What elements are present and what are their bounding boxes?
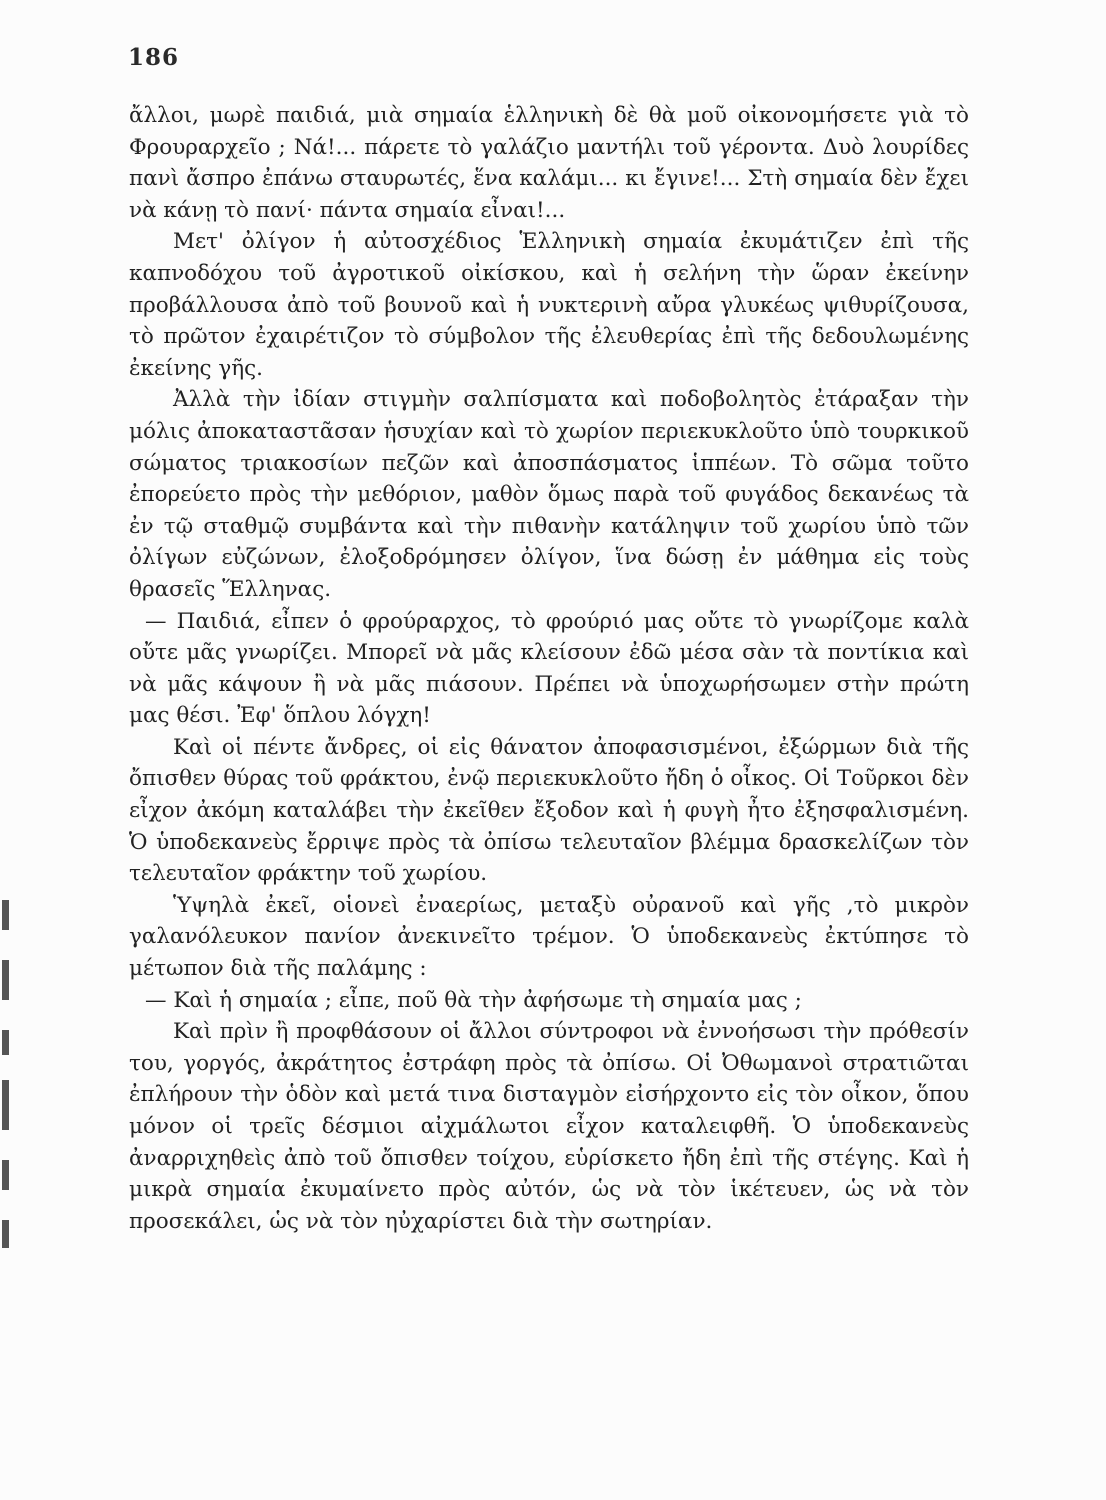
binding-mark — [2, 1080, 9, 1130]
paragraph-4-dialogue: — Παιδιά, εἶπεν ὁ φρούραρχος, τὸ φρούριό μας οὔτε τὸ γνωρίζομε καλὰ οὔτε μᾶς γνωρίζει. Μπορεῖ νὰ μᾶς κλείσουν ἐδῶ μέσα σὰν τὰ ποντίκια καὶ νὰ μᾶς κάψουν ἢ νὰ μᾶς πιάσουν. Πρέπει νὰ ὑποχωρήσωμεν στὴν πρώτη μας θέσι. Ἐφ' ὅπλου λόγχη! — [129, 608, 969, 729]
paragraph-2: Μετ' ὀλίγον ἡ αὐτοσχέδιος Ἑλληνικὴ σημαία ἐκυμάτιζεν ἐπὶ τῆς καπνοδόχου τοῦ ἀγροτικοῦ οἰκίσκου, καὶ ἡ σελήνη τὴν ὥραν ἐκείνην προβάλλουσα ἀπὸ τοῦ βουνοῦ καὶ ἡ νυκτερινὴ αὔρα γλυκέως ψιθυρίζουσα, τὸ πρῶτον ἐχαιρέτιζον τὸ σύμβολον τῆς ἐλευθερίας ἐπὶ τῆς δεδουλωμένης ἐκείνης γῆς. — [129, 229, 969, 381]
paragraph-5: Καὶ οἱ πέντε ἄνδρες, οἱ εἰς θάνατον ἀποφασισμένοι, ἐξώρμων διὰ τῆς ὄπισθεν θύρας τοῦ φράκτου, ἐνῷ περιεκυκλοῦτο ἤδη ὁ οἶκος. Οἱ Τοῦρκοι δὲν εἶχον ἀκόμη καταλάβει τὴν ἐκεῖθεν ἔξοδον καὶ ἡ φυγὴ ἦτο ἐξησφαλισμένη. Ὁ ὑποδεκανεὺς ἔρριψε πρὸς τὰ ὀπίσω τελευταῖον βλέμμα δρασκελίζων τὸν τελευταῖον φράκτην τοῦ χωρίου. — [129, 734, 969, 887]
paragraph-7-dialogue: — Καὶ ἡ σημαία ; εἶπε, ποῦ θὰ τὴν ἀφήσωμε τὴ σημαία μας ; — [145, 987, 802, 1013]
binding-edge-marks — [0, 900, 12, 1260]
binding-mark — [2, 900, 9, 930]
binding-mark — [2, 1030, 9, 1055]
paragraph-6: Ὑψηλὰ ἐκεῖ, οἱονεὶ ἐναερίως, μεταξὺ οὐρανοῦ καὶ γῆς ,τὸ μικρὸν γαλανόλευκον πανίον ἀνεκινεῖτο τρέμον. Ὁ ὑποδεκανεὺς ἐκτύπησε τὸ μέτωπον διὰ τῆς παλάμης : — [129, 892, 969, 982]
paragraph-1: ἄλλοι, μωρὲ παιδιά, μιὰ σημαία ἑλληνικὴ δὲ θὰ μοῦ οἰκονομήσετε γιὰ τὸ Φρουραρχεῖο ; Νά!... πάρετε τὸ γαλάζιο μαντήλι τοῦ γέροντα. Δυὸ λουρίδες πανὶ ἄσπρο ἐπάνω σταυρωτές, ἕνα καλάμι... κι ἔγινε!... Στὴ σημαία δὲν ἔχει νὰ κάνῃ τὸ πανί· πάντα σημαία εἶναι!... — [129, 103, 969, 223]
paragraph-8: Καὶ πρὶν ἢ προφθάσουν οἱ ἄλλοι σύντροφοι νὰ ἐννοήσωσι τὴν πρόθεσίν του, γοργός, ἀκράτητος ἐστράφη πρὸς τὰ ὀπίσω. Οἱ Ὀθωμανοὶ στρατιῶται ἐπλήρουν τὴν ὁδὸν καὶ μετά τινα δισταγμὸν εἰσήρχοντο εἰς τὸν οἶκον, ὅπου μόνον οἱ τρεῖς δέσμιοι αἰχμάλωτοι εἶχον καταλειφθῆ. Ὁ ὑποδεκανεὺς ἀναρριχηθεὶς ἀπὸ τοῦ ὄπισθεν τοίχου, εὑρίσκετο ἤδη ἐπὶ τῆς στέγης. Καὶ ἡ μικρὰ σημαία ἐκυμαίνετο πρὸς αὐτόν, ὡς νὰ τὸν ἱκέτευεν, ὡς νὰ τὸν προσεκάλει, ὡς νὰ τὸν ηὐχαρίστει διὰ τὴν σωτηρίαν. — [129, 1019, 969, 1234]
paragraph-3: Ἀλλὰ τὴν ἰδίαν στιγμὴν σαλπίσματα καὶ ποδοβολητὸς ἐτάραξαν τὴν μόλις ἀποκαταστᾶσαν ἡσυχίαν καὶ τὸ χωρίον περιεκυκλοῦτο ὑπὸ τουρκικοῦ σώματος τριακοσίων πεζῶν καὶ ἀποσπάσματος ἱππέων. Τὸ σῶμα τοῦτο ἐπορεύετο πρὸς τὴν μεθόριον, μαθὸν ὅμως παρὰ τοῦ φυγάδος δεκανέως τὰ ἐν τῷ σταθμῷ συμβάντα καὶ τὴν πιθανὴν κατάληψιν τοῦ χωρίου ὑπὸ τῶν ὀλίγων εὐζώνων, ἐλοξοδρόμησεν ὀλίγον, ἵνα δώσῃ ἐν μάθημα εἰς τοὺς θρασεῖς Ἕλληνας. — [129, 387, 969, 602]
binding-mark — [2, 1220, 9, 1248]
binding-mark — [2, 960, 9, 1000]
binding-mark — [2, 1160, 9, 1190]
body-text — [129, 100, 969, 1237]
page-number: 186 — [128, 44, 180, 71]
